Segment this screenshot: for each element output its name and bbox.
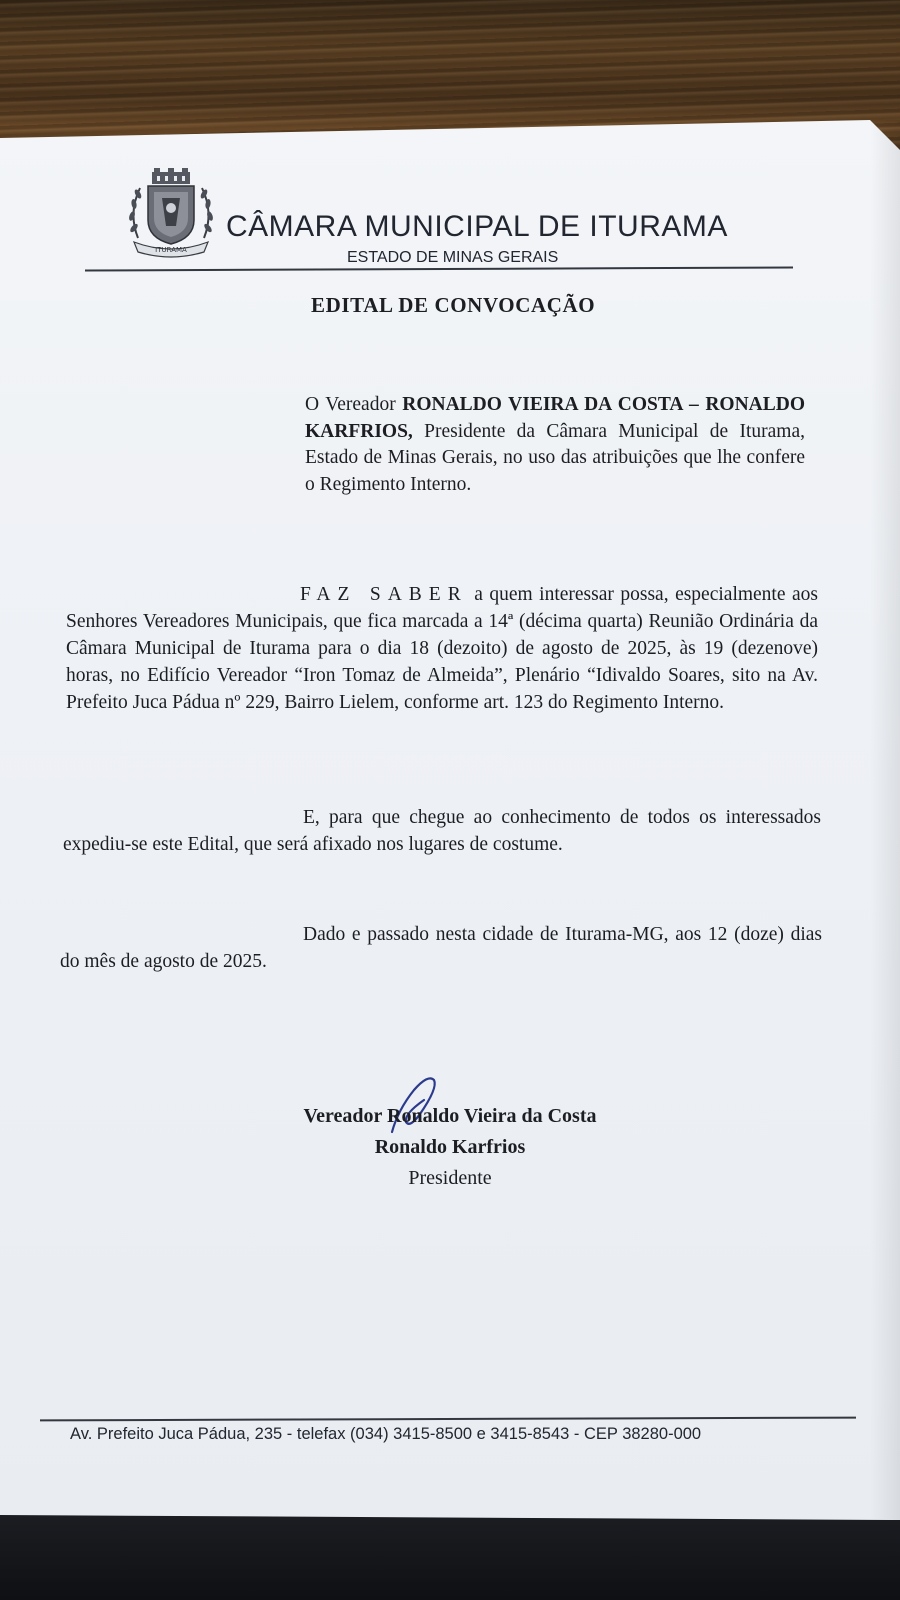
coat-of-arms-icon xyxy=(124,168,218,258)
publication-paragraph: E, para que chegue ao conhecimento de todos os interessados expediu-se este Edital, que será afixado nos lugares de costume. xyxy=(63,807,821,855)
intro-prefix: O Vereador xyxy=(305,394,403,415)
crest-ribbon-text: ITURAMA xyxy=(155,246,187,254)
announcement-text: a quem interessar possa, especialmente aos Senhores Vereadores Municipais, que fica marcada a 14ª (décima quarta) Reunião Ordinária da Câmara Municipal de Iturama para o dia 18 (dezoito) de agosto de 2025, às 19 (dezenove) horas, no Edifício Vereador “Iron Tomaz de Almeida”, Plenário “Idivaldo Soares, sito na Av. Prefeito Juca Pádua nº 229, Bairro Lielem, conforme art. 123 do Regimento Interno. xyxy=(66,584,818,713)
header-divider xyxy=(85,266,793,271)
signer-role: Presidente xyxy=(408,1167,492,1189)
institution-name: CÂMARA MUNICIPAL DE ITURAMA xyxy=(226,210,728,243)
intro-paragraph xyxy=(305,392,805,498)
signer-nickname: Ronaldo Karfrios xyxy=(374,1136,526,1158)
faz-saber-lead: FAZ SABER xyxy=(300,584,468,605)
document-title: EDITAL DE CONVOCAÇÃO xyxy=(311,293,596,317)
signer-name: Vereador Ronaldo Vieira da Costa xyxy=(303,1105,597,1127)
institution-state: ESTADO DE MINAS GERAIS xyxy=(347,249,559,266)
signature-block xyxy=(200,1101,700,1194)
announcement-paragraph xyxy=(66,581,818,716)
intro-name: RONALDO VIEIRA DA COSTA – RONALDO KARFRIOS, xyxy=(305,394,805,442)
intro-rest: Presidente da Câmara Municipal de Iturama, Estado de Minas Gerais, no uso das atribuições que lhe confere o Regimento Interno. xyxy=(305,420,805,495)
date-paragraph: Dado e passado nesta cidade de Iturama-MG, aos 12 (doze) dias do mês de agosto de 2025. xyxy=(60,924,822,972)
footer-divider xyxy=(40,1417,856,1421)
footer-address: Av. Prefeito Juca Pádua, 235 - telefax (034) 3415-8500 e 3415-8543 - CEP 38280-000 xyxy=(70,1425,702,1443)
